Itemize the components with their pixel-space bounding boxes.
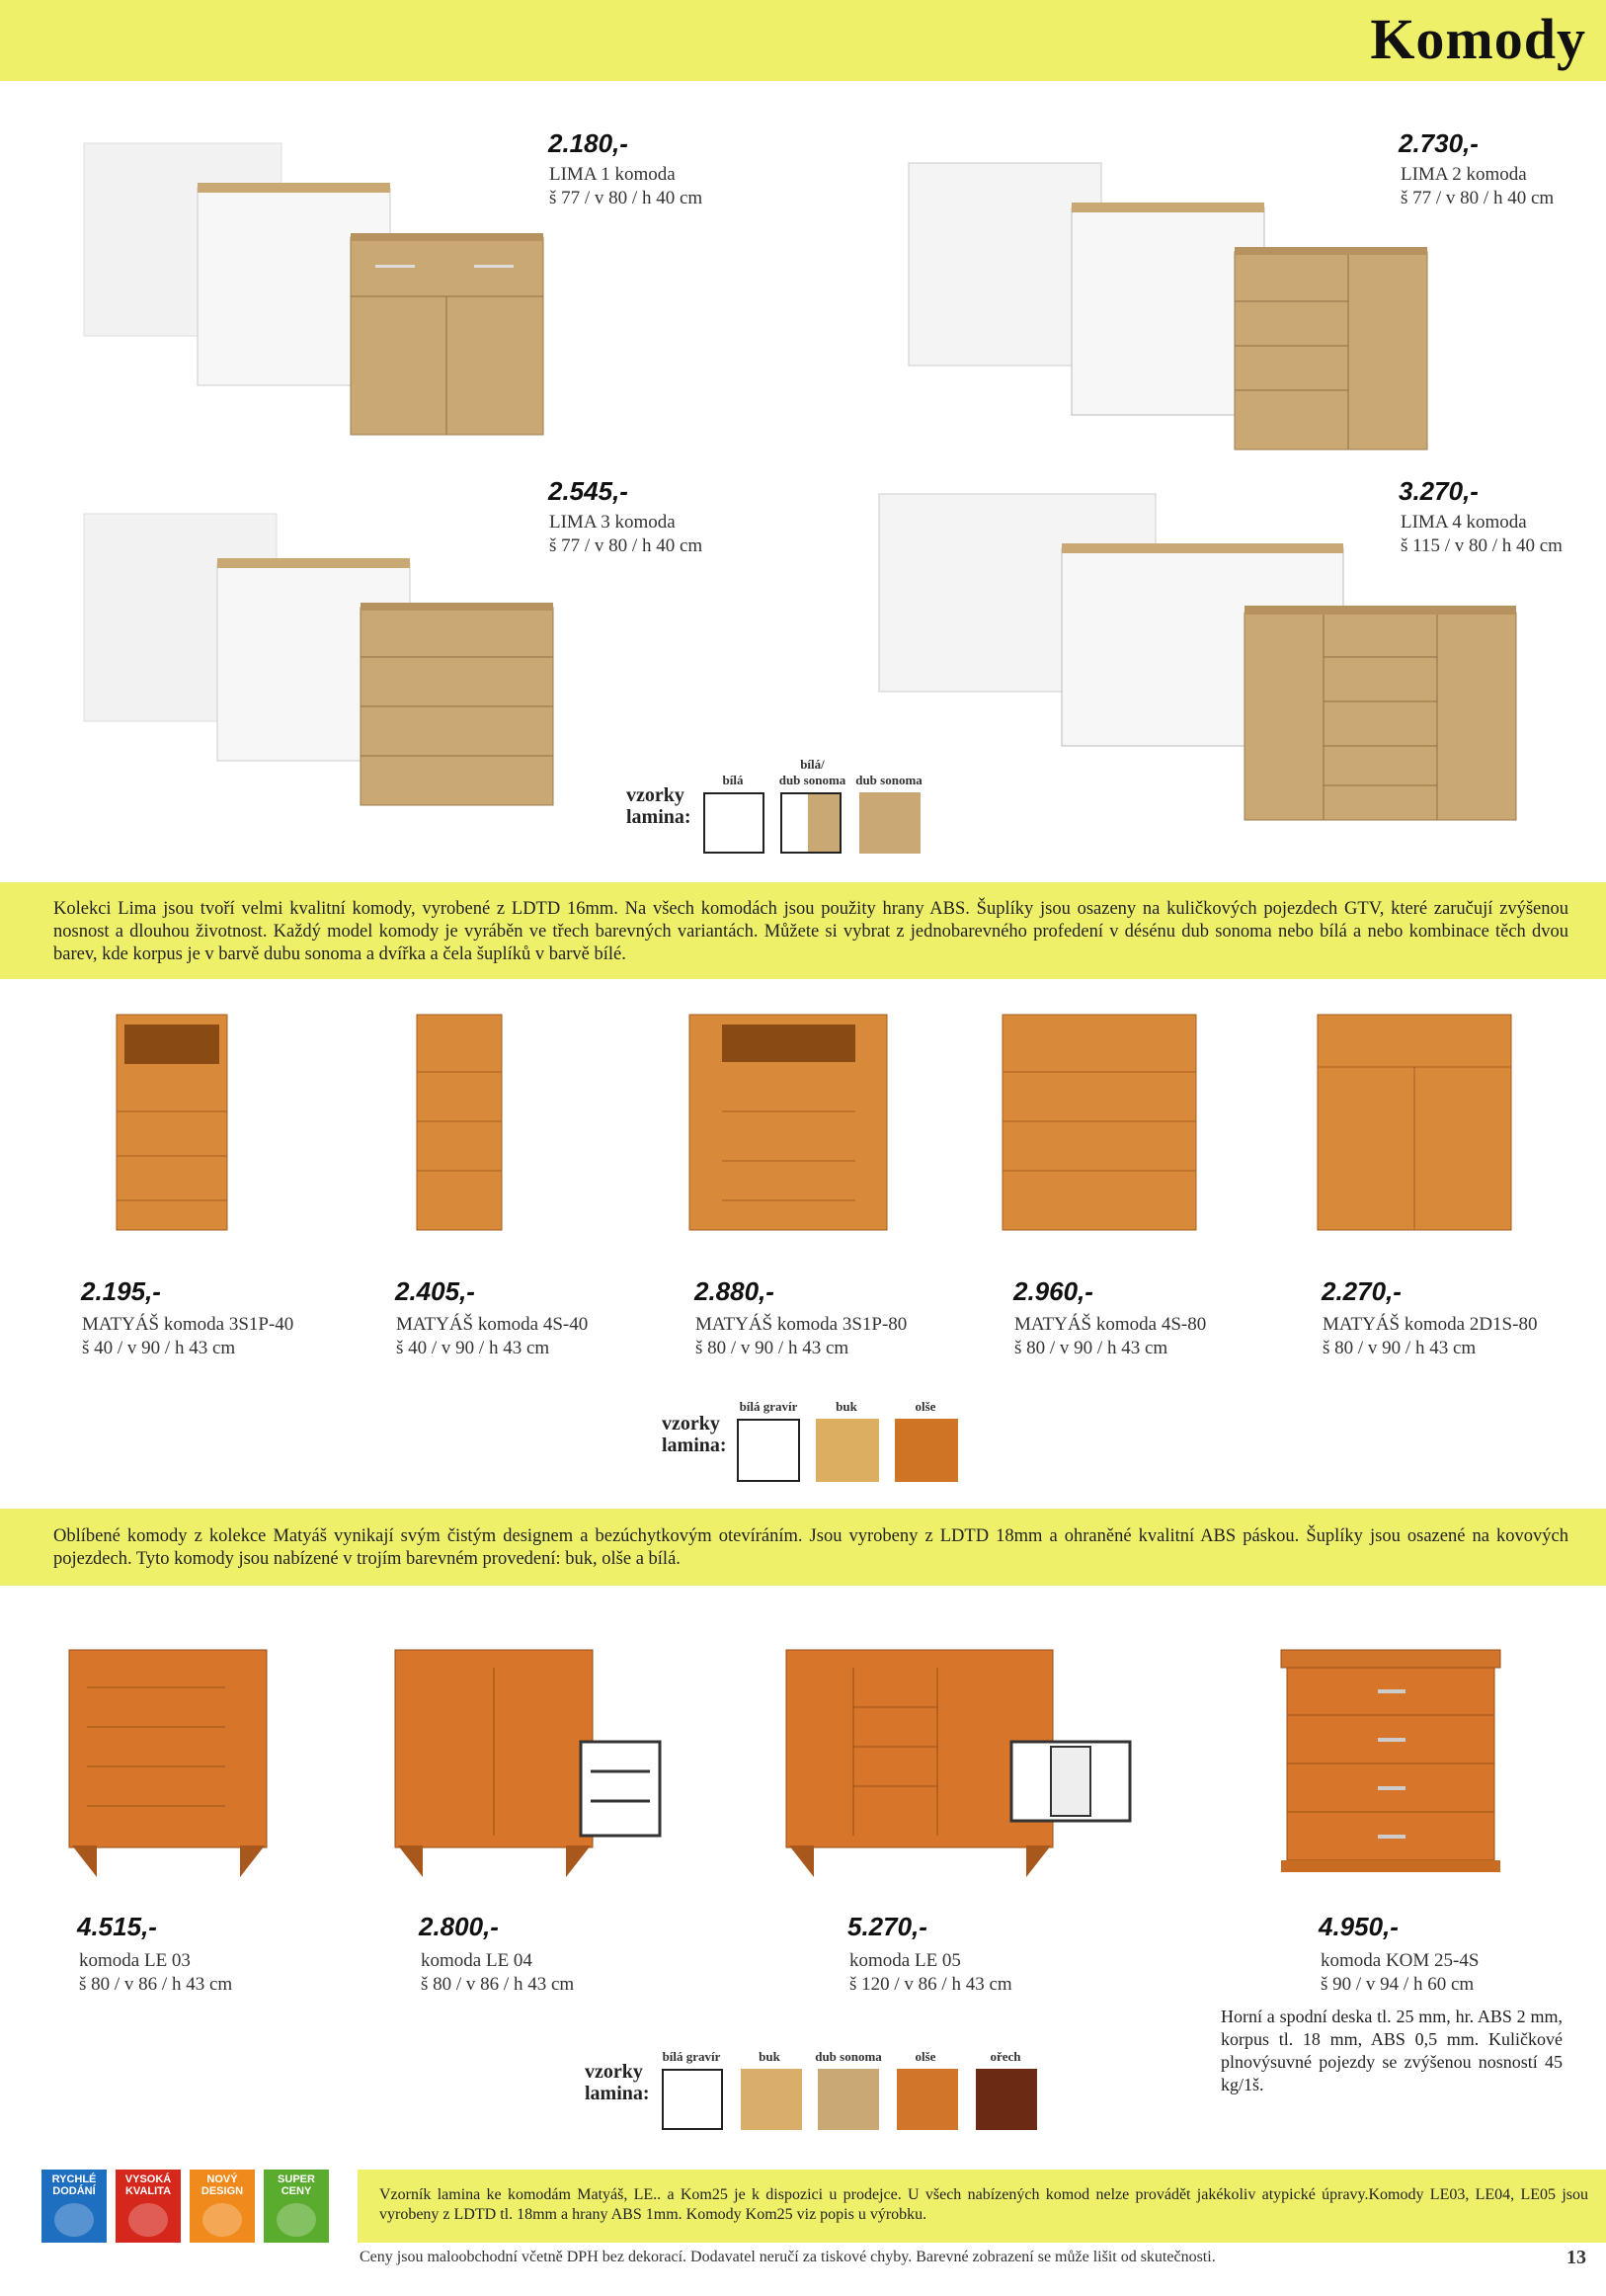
kom-25-dims: š 90 / v 94 / h 60 cm xyxy=(1321,1974,1475,1995)
matyas-swatch-label-buk: buk xyxy=(836,1399,857,1414)
le-05-image xyxy=(784,1648,1140,1880)
badge-line2: CENY xyxy=(281,2185,312,2197)
matyas-2-price: 2.405,- xyxy=(395,1276,475,1306)
matyas-4-name: MATYÁŠ komoda 4S-80 xyxy=(1014,1314,1207,1335)
lima-description: Kolekci Lima jsou tvoří velmi kvalitní komody, vyrobené z LDTD 16mm. Na všech komodách jsou použity hrany ABS. Šuplíky jsou osazeny na kuličkových pojezdech GTV, které zaručují zvýšenou nosnost a dlouhou životnost. Každý model komody je vyráběn ve třech barevných variantách. Můžete si vybrat z jednobarevného profedení v désénu dub sonoma nebo bílá a nebo kombinace těch dvou barev, kde korpus je v barvě dubu sonoma a dvířka a čela šuplíků v barvě bílé. xyxy=(53,899,1568,964)
matyas-5-name: MATYÁŠ komoda 2D1S-80 xyxy=(1323,1314,1538,1335)
swatch-title-line2: lamina: xyxy=(662,1435,727,1456)
badge-line2: KVALITA xyxy=(124,2185,172,2197)
le-05-dims: š 120 / v 86 / h 43 cm xyxy=(849,1974,1012,1995)
le-swatch-label-orech: ořech xyxy=(990,2049,1021,2064)
lima-3-dims: š 77 / v 80 / h 40 cm xyxy=(549,535,703,556)
badge-line1: RYCHLÉ xyxy=(51,2173,97,2185)
matyas-2d1s-80-image xyxy=(1316,1013,1513,1235)
matyas-3s1p-40-image xyxy=(115,1013,231,1235)
le-swatch-label-buk: buk xyxy=(759,2049,780,2064)
matyas-3s1p-80-image xyxy=(687,1013,890,1235)
le-04-price: 2.800,- xyxy=(419,1912,499,1941)
swatch-title-line2: lamina: xyxy=(626,806,691,828)
le-04-image xyxy=(393,1648,665,1880)
lima-1-price: 2.180,- xyxy=(548,128,628,158)
lima-swatch-label-bila-dub: bílá/ dub sonoma xyxy=(778,757,846,787)
le-05-name: komoda LE 05 xyxy=(849,1950,961,1971)
page-number: 13 xyxy=(1566,2247,1586,2268)
lima-1-name: LIMA 1 komoda xyxy=(549,164,676,185)
matyas-4-dims: š 80 / v 90 / h 43 cm xyxy=(1014,1338,1168,1358)
badge-line1: NOVÝ xyxy=(206,2173,238,2185)
lima-4-dims: š 115 / v 80 / h 40 cm xyxy=(1401,535,1563,556)
swatch-title-line1: vzorky xyxy=(662,1413,720,1435)
lima-swatch-label-dub: dub sonoma xyxy=(855,773,923,787)
kom-25-price: 4.950,- xyxy=(1319,1912,1399,1941)
le-swatch-buk xyxy=(741,2069,802,2130)
lima-3-image xyxy=(79,509,573,815)
lima-1-dims: š 77 / v 80 / h 40 cm xyxy=(549,188,703,208)
matyas-swatch-label-olse: olše xyxy=(915,1399,936,1414)
swatch-title-line1: vzorky xyxy=(626,784,684,806)
lima-4-price: 3.270,- xyxy=(1399,476,1479,506)
lima-3-name: LIMA 3 komoda xyxy=(549,512,676,533)
le-swatch-label-dub: dub sonoma xyxy=(815,2049,882,2064)
matyas-1-name: MATYÁŠ komoda 3S1P-40 xyxy=(82,1314,294,1335)
le-swatch-bila xyxy=(662,2069,723,2130)
matyas-4s-40-image xyxy=(415,1013,504,1235)
badge-line1: VYSOKÁ xyxy=(124,2173,172,2185)
matyas-swatch-label-bila: bílá gravír xyxy=(739,1399,798,1414)
le-swatch-dub xyxy=(818,2069,879,2130)
matyas-swatch-olse xyxy=(895,1419,958,1482)
matyas-4-price: 2.960,- xyxy=(1013,1276,1093,1306)
matyas-5-price: 2.270,- xyxy=(1322,1276,1402,1306)
matyas-2-name: MATYÁŠ komoda 4S-40 xyxy=(396,1314,589,1335)
lima-1-image xyxy=(79,138,553,454)
lima-swatch-bila xyxy=(703,792,764,854)
matyas-1-dims: š 40 / v 90 / h 43 cm xyxy=(82,1338,236,1358)
badge-line1: SUPER xyxy=(278,2173,315,2185)
le-04-name: komoda LE 04 xyxy=(421,1950,532,1971)
lima-swatch-label-bila: bílá xyxy=(722,773,744,787)
le-03-price: 4.515,- xyxy=(77,1912,157,1941)
matyas-1-price: 2.195,- xyxy=(81,1276,161,1306)
footer-note: Vzorník lamina ke komodám Matyáš, LE.. a Kom25 je k dispozici u prodejce. U všech nabízených komod nelze provádět jakékoliv atypické úpravy.Komody LE03, LE04, LE05 jsou vyrobeny z LDTD tl. 18mm a hrany ABS 1mm. Komody Kom25 viz popis u výrobku. xyxy=(379,2186,1588,2223)
thumbs-up-icon xyxy=(277,2203,316,2237)
matyas-swatch-bila xyxy=(737,1419,800,1482)
lima-2-price: 2.730,- xyxy=(1399,128,1479,158)
lima-2-dims: š 77 / v 80 / h 40 cm xyxy=(1401,188,1555,208)
matyas-3-price: 2.880,- xyxy=(694,1276,774,1306)
lima-4-name: LIMA 4 komoda xyxy=(1401,512,1527,533)
badge-super-prices xyxy=(264,2170,329,2243)
lima-swatch-dub xyxy=(859,792,921,854)
lima-3-price: 2.545,- xyxy=(548,476,628,506)
matyas-swatch-buk xyxy=(816,1419,879,1482)
le-03-image xyxy=(67,1648,270,1880)
truck-icon xyxy=(54,2203,94,2237)
lima-swatch-bila-dub xyxy=(780,792,842,854)
quality-seal-icon xyxy=(128,2203,168,2237)
le-swatch-olse xyxy=(897,2069,958,2130)
kom-25-name: komoda KOM 25-4S xyxy=(1321,1950,1480,1971)
badge-new-design xyxy=(190,2170,255,2243)
le-05-price: 5.270,- xyxy=(847,1912,927,1941)
badge-line2: DESIGN xyxy=(201,2185,244,2197)
kom-25-4s-image xyxy=(1279,1648,1506,1880)
lima-swatch-title xyxy=(626,784,691,828)
matyas-3-dims: š 80 / v 90 / h 43 cm xyxy=(695,1338,849,1358)
badge-line2: DODÁNÍ xyxy=(52,2185,96,2197)
le-03-dims: š 80 / v 86 / h 43 cm xyxy=(79,1974,233,1995)
badge-fast-delivery xyxy=(41,2170,107,2243)
header-band xyxy=(0,0,1606,81)
matyas-3-name: MATYÁŠ komoda 3S1P-80 xyxy=(695,1314,908,1335)
matyas-2-dims: š 40 / v 90 / h 43 cm xyxy=(396,1338,550,1358)
le-03-name: komoda LE 03 xyxy=(79,1950,191,1971)
le-04-dims: š 80 / v 86 / h 43 cm xyxy=(421,1974,575,1995)
le-swatch-orech xyxy=(976,2069,1037,2130)
le-swatch-label-olse: olše xyxy=(915,2049,936,2064)
lima-2-name: LIMA 2 komoda xyxy=(1401,164,1527,185)
page-title: Komody xyxy=(1370,7,1586,71)
kom-25-description: Horní a spodní deska tl. 25 mm, hr. ABS 2 mm, korpus tl. 18 mm, ABS 0,5 mm. Kuličkové plnovýsuvné pojezdy se zvýšenou nosností 45 kg/1š. xyxy=(1221,2007,1563,2094)
matyas-description: Oblíbené komody z kolekce Matyáš vynikají svým čistým designem a bezúchytkovým otevíráním. Jsou vyrobeny z LDTD 18mm a ohraněné kvalitní ABS páskou. Šuplíky jsou osazené na kovových pojezdech. Tyto komody jsou nabízené v trojím barevném provedení: buk, olše a bílá. xyxy=(53,1526,1568,1569)
new-star-icon xyxy=(202,2203,242,2237)
footer-disclaimer: Ceny jsou maloobchodní včetně DPH bez dekorací. Dodavatel neručí za tiskové chyby. Barevné zobrazení se může lišit od skutečnosti. xyxy=(360,2249,1216,2265)
le-swatch-title xyxy=(585,2061,650,2104)
matyas-swatch-title xyxy=(662,1413,727,1456)
matyas-4s-80-image xyxy=(1001,1013,1198,1235)
badge-high-quality xyxy=(116,2170,181,2243)
matyas-5-dims: š 80 / v 90 / h 43 cm xyxy=(1323,1338,1477,1358)
swatch-title-line1: vzorky xyxy=(585,2061,643,2083)
le-swatch-label-bila: bílá gravír xyxy=(662,2049,721,2064)
swatch-title-line2: lamina: xyxy=(585,2083,650,2104)
